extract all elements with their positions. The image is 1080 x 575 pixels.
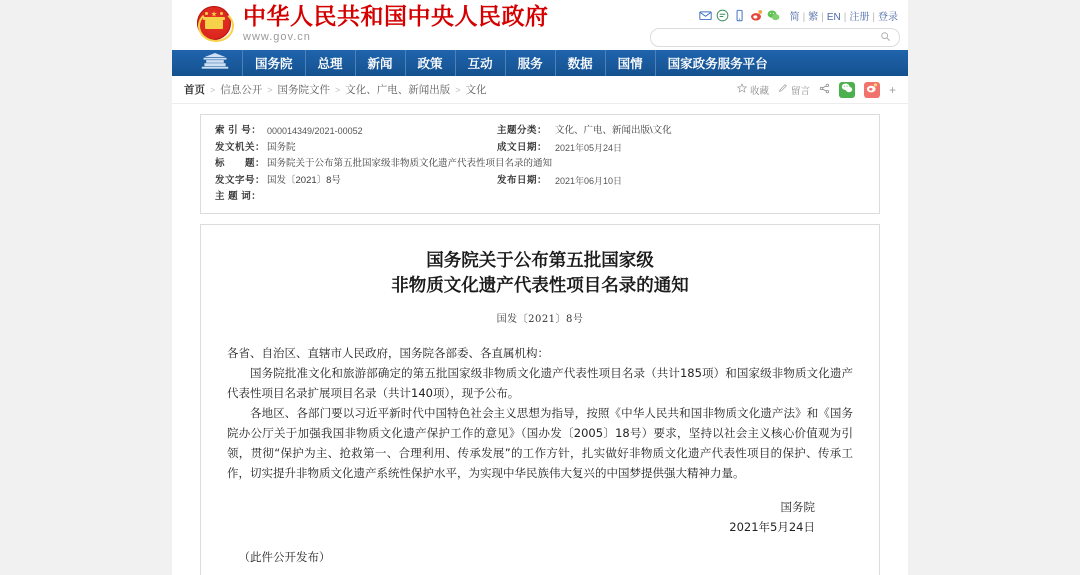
breadcrumb-item-0[interactable]: 首页 <box>184 84 205 96</box>
meta-value-publish-date: 2021年06月10日 <box>555 175 623 186</box>
document-salutation: 各省、自治区、直辖市人民政府，国务院各部委、各直属机构： <box>227 345 549 360</box>
document-paragraph-2: 各地区、各部门要以习近平新时代中国特色社会主义思想为指导，按照《中华人民共和国非物质文化遗产法》和《国务院办公厅关于加强我国非物质文化遗产保护工作的意见》（国办发〔2005〕18号）要求，坚持以社会主义核心价值观为引领，贯彻“保护为主、抢救第一、合理利用、传承发展”的工作方针，扎实做好非物质文化遗产代表性项目的保护、传承工作，切实提升非物质文化遗产系统性保护水平，为实现中华民族伟大复兴的中国梦提供强大精神力量。 <box>227 405 853 480</box>
content-shell <box>172 0 908 575</box>
mobile-icon[interactable] <box>733 9 746 22</box>
gate-house-icon <box>200 52 230 75</box>
breadcrumb-sep-0: > <box>210 84 216 95</box>
brand-url: www.gov.cn <box>243 31 311 43</box>
link-login[interactable]: 登录 <box>878 12 898 23</box>
signer-date: 2021年5月24日 <box>729 519 815 534</box>
sep-1: | <box>802 12 806 23</box>
breadcrumb-row <box>172 76 908 104</box>
sep-4: | <box>872 12 875 23</box>
nav-item-home[interactable] <box>188 50 243 76</box>
search-icon[interactable] <box>880 31 893 44</box>
document-signature <box>227 497 853 537</box>
comment-button[interactable] <box>778 83 810 97</box>
document-text <box>227 343 853 483</box>
nav-item-4[interactable]: 互动 <box>456 50 506 76</box>
breadcrumb-sep-2: > <box>335 84 341 95</box>
weibo-icon <box>866 81 878 99</box>
wechat-icon <box>841 81 853 99</box>
meta-value-title: 国务院关于公布第五批国家级非物质文化遗产代表性项目名录的通知 <box>267 158 553 169</box>
share-icon <box>819 83 830 97</box>
document-area <box>172 104 908 575</box>
nav-item-2[interactable]: 新闻 <box>356 50 406 76</box>
share-wechat-button[interactable] <box>839 82 855 98</box>
document-title-line1: 国务院关于公布第五批国家级 <box>426 250 654 271</box>
meta-value-written-date: 2021年05月24日 <box>555 142 623 153</box>
breadcrumb-item-2[interactable]: 国务院文件 <box>277 84 331 96</box>
document-metadata-box <box>200 114 880 214</box>
breadcrumb-item-1[interactable]: 信息公开 <box>220 84 263 96</box>
document-number: 国发〔2021〕8号 <box>496 313 584 325</box>
meta-label-written-date: 成文日期 ： <box>497 141 553 156</box>
breadcrumb-sep-3: > <box>455 84 461 95</box>
document-title-line2: 非物质文化遗产代表性项目名录的通知 <box>391 275 689 296</box>
header-utility-area <box>650 8 900 47</box>
breadcrumb-item-4[interactable]: 文化 <box>465 84 487 96</box>
link-register[interactable]: 注册 <box>849 12 870 23</box>
meta-label-keywords: 主 题 词 ： <box>215 190 265 205</box>
link-english[interactable]: EN <box>826 12 841 23</box>
breadcrumb-sep-1: > <box>267 84 273 95</box>
favorite-button[interactable] <box>737 83 769 97</box>
nav-item-6[interactable]: 数据 <box>556 50 606 76</box>
meta-label-title: 标 题 ： <box>215 157 265 172</box>
link-simplified[interactable]: 简 <box>789 12 800 23</box>
search-input[interactable] <box>657 29 880 46</box>
signer-name: 国务院 <box>780 499 815 514</box>
meta-value-docnum: 国发〔2021〕8号 <box>267 174 341 186</box>
meta-value-index: 000014349/2021-00052 <box>267 126 363 136</box>
publish-note: （此件公开发布） <box>238 549 331 564</box>
national-emblem-icon <box>194 4 234 44</box>
link-traditional[interactable]: 繁 <box>808 12 819 23</box>
nav-item-7[interactable]: 国情 <box>606 50 656 76</box>
meta-label-index: 索 引 号 ： <box>215 124 265 139</box>
document-body-box <box>200 224 880 575</box>
nav-item-0[interactable]: 国务院 <box>243 50 306 76</box>
meta-label-publish-date: 发布日期 ： <box>497 174 553 189</box>
meta-label-docnum: 发文字号 ： <box>215 174 265 189</box>
nav-item-8[interactable]: 国家政务服务平台 <box>667 56 768 71</box>
wechat-icon[interactable] <box>767 9 780 22</box>
share-button[interactable] <box>819 83 830 97</box>
breadcrumb-item-3[interactable]: 文化、广电、新闻出版 <box>345 84 451 96</box>
nav-item-5[interactable]: 服务 <box>506 50 556 76</box>
site-brand[interactable] <box>194 4 549 44</box>
sep-3: | <box>843 12 847 23</box>
nav-item-1[interactable]: 总理 <box>306 50 356 76</box>
breadcrumb <box>184 82 487 97</box>
meta-label-category: 主题分类 ： <box>497 124 553 139</box>
brand-title: 中华人民共和国中央人民政府 <box>243 4 549 30</box>
favorite-label: 收藏 <box>749 85 769 97</box>
document-title <box>227 249 853 299</box>
search-box[interactable] <box>650 28 900 47</box>
site-header <box>172 0 908 50</box>
lang-and-account-links <box>788 8 900 23</box>
sep-2: | <box>821 12 824 23</box>
star-icon <box>737 83 747 96</box>
share-weibo-button[interactable] <box>864 82 880 98</box>
main-navigation <box>172 50 908 76</box>
mail-icon[interactable] <box>699 9 712 22</box>
meta-value-issuer: 国务院 <box>267 141 296 153</box>
article-actions <box>737 82 896 98</box>
weibo-icon[interactable] <box>750 9 763 22</box>
meta-value-keywords <box>265 190 865 205</box>
comment-label: 留言 <box>790 85 810 97</box>
more-share-button[interactable]: + <box>888 82 896 97</box>
message-icon[interactable] <box>716 9 729 22</box>
meta-label-issuer: 发文机关 ： <box>215 141 265 156</box>
pencil-icon <box>778 83 788 96</box>
nav-item-3[interactable]: 政策 <box>406 50 456 76</box>
document-paragraph-1: 国务院批准文化和旅游部确定的第五批国家级非物质文化遗产代表性项目名录（共计185项）和国家级非物质文化遗产代表性项目名录扩展项目名录（共计140项），现予公布。 <box>227 365 853 400</box>
meta-value-category: 文化、广电、新闻出版\文化 <box>555 125 672 136</box>
